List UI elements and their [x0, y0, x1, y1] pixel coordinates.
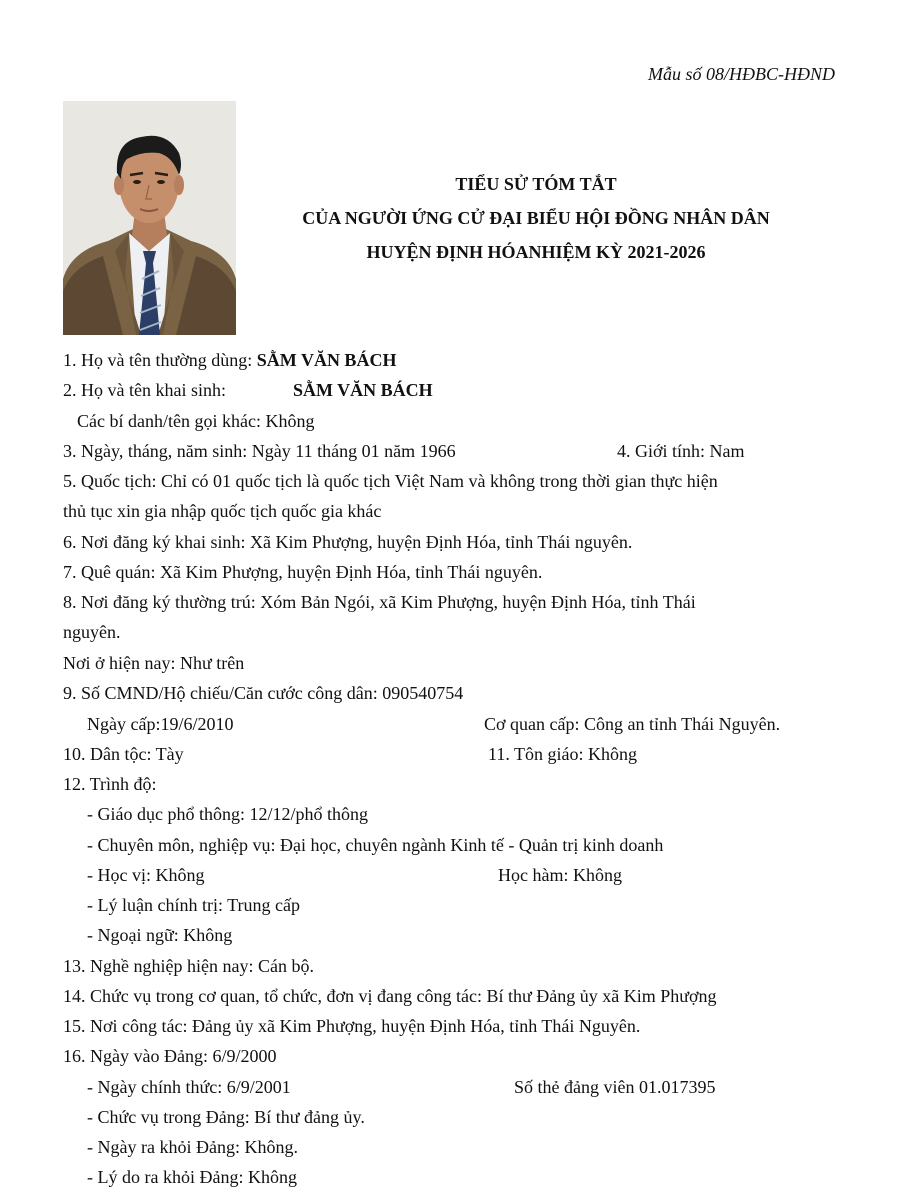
official-date: - Ngày chính thức: 6/9/2001	[87, 1077, 291, 1097]
nationality-line-2: thủ tục xin gia nhập quốc tịch quốc gia khác	[63, 501, 382, 521]
specialty: - Chuyên môn, nghiệp vụ: Đại học, chuyên ngành Kinh tế - Quản trị kinh doanh	[87, 835, 664, 855]
id-number: 9. Số CMND/Hộ chiếu/Căn cước công dân: 090540754	[63, 683, 464, 703]
position: 14. Chức vụ trong cơ quan, tổ chức, đơn vị đang công tác: Bí thư Đảng ủy xã Kim Phượng	[63, 986, 717, 1006]
workplace: 15. Nơi công tác: Đảng ủy xã Kim Phượng, huyện Định Hóa, tỉnh Thái Nguyên.	[63, 1016, 641, 1036]
academic-title: Học hàm: Không	[498, 865, 622, 885]
occupation: 13. Nghề nghiệp hiện nay: Cán bộ.	[63, 956, 314, 976]
common-name-label: 1. Họ và tên thường dùng:	[63, 350, 257, 370]
birth-name-label: 2. Họ và tên khai sinh:	[63, 380, 226, 400]
foreign-language: - Ngoại ngữ: Không	[87, 925, 233, 945]
current-residence: Nơi ở hiện nay: Như trên	[63, 653, 245, 673]
aliases: Các bí danh/tên gọi khác: Không	[77, 411, 315, 431]
education-header: 12. Trình độ:	[63, 774, 157, 794]
permanent-residence-line-2: nguyên.	[63, 622, 121, 642]
birth-registration: 6. Nơi đăng ký khai sinh: Xã Kim Phượng, huyện Định Hóa, tỉnh Thái nguyên.	[63, 532, 633, 552]
party-exit-reason: - Lý do ra khỏi Đảng: Không	[87, 1167, 297, 1187]
form-code: Mẫu số 08/HĐBC-HĐND	[648, 64, 835, 84]
political-theory: - Lý luận chính trị: Trung cấp	[87, 895, 300, 915]
portrait-photo	[63, 101, 236, 335]
title-line-3: HUYỆN ĐỊNH HÓANHIỆM KỲ 2021-2026	[366, 242, 706, 262]
field-common-name	[63, 349, 396, 371]
birth-name-value: SẰM VĂN BÁCH	[293, 380, 433, 400]
date-of-birth: 3. Ngày, tháng, năm sinh: Ngày 11 tháng 01 năm 1966	[63, 441, 456, 461]
issue-date: Ngày cấp:19/6/2010	[87, 714, 234, 734]
title-line-2: CỦA NGƯỜI ỨNG CỬ ĐẠI BIỂU HỘI ĐỒNG NHÂN DÂN	[302, 208, 770, 228]
document-title	[236, 167, 836, 269]
title-line-1: TIỂU SỬ TÓM TẮT	[455, 174, 617, 194]
hometown: 7. Quê quán: Xã Kim Phượng, huyện Định Hóa, tỉnh Thái nguyên.	[63, 562, 543, 582]
party-card: Số thẻ đảng viên 01.017395	[514, 1077, 716, 1097]
common-name-value: SẰM VĂN BÁCH	[256, 350, 397, 370]
party-exit-date: - Ngày ra khỏi Đảng: Không.	[87, 1137, 298, 1157]
permanent-residence-line-1: 8. Nơi đăng ký thường trú: Xóm Bản Ngói, xã Kim Phượng, huyện Định Hóa, tỉnh Thái	[63, 592, 696, 612]
gender: 4. Giới tính: Nam	[617, 441, 745, 461]
degree: - Học vị: Không	[87, 865, 205, 885]
religion: 11. Tôn giáo: Không	[488, 744, 637, 764]
portrait-icon	[63, 101, 236, 335]
ethnicity: 10. Dân tộc: Tày	[63, 744, 184, 764]
nationality-line-1: 5. Quốc tịch: Chỉ có 01 quốc tịch là quốc tịch Việt Nam và không trong thời gian thực hiện	[63, 471, 718, 491]
party-position: - Chức vụ trong Đảng: Bí thư đảng ủy.	[87, 1107, 365, 1127]
issuing-agency: Cơ quan cấp: Công an tỉnh Thái Nguyên.	[484, 714, 781, 734]
party-join-date: 16. Ngày vào Đảng: 6/9/2000	[63, 1046, 277, 1066]
general-education: - Giáo dục phổ thông: 12/12/phổ thông	[87, 804, 368, 824]
